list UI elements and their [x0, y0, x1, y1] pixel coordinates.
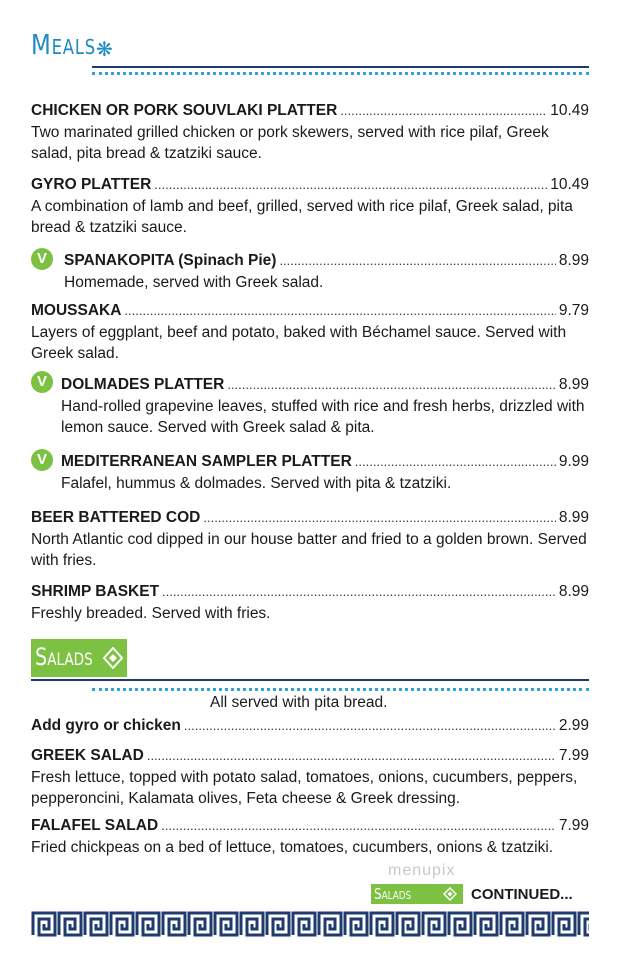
item-name: SHRIMP BASKET	[31, 583, 160, 600]
continued-text: CONTINUED...	[471, 886, 573, 903]
diamond-icon	[443, 887, 457, 901]
item-name: Add gyro or chicken	[31, 717, 181, 734]
item-description: North Atlantic cod dipped in our house batter and fried to a golden brown. Served with fries.	[31, 531, 587, 569]
salads-heading: Salads	[35, 643, 93, 671]
item-price: 9.99	[558, 453, 589, 470]
item-price: 8.99	[558, 252, 589, 269]
item-name: FALAFEL SALAD	[31, 817, 159, 834]
item-price: 7.99	[558, 747, 589, 764]
menu-item	[31, 582, 589, 624]
item-price: 2.99	[558, 717, 589, 734]
vegetarian-badge-icon: V	[31, 449, 53, 471]
menu-item	[64, 251, 589, 293]
item-name: MEDITERRANEAN SAMPLER PLATTER	[61, 453, 352, 470]
meals-dotted-rule	[92, 72, 589, 75]
vegetarian-badge-icon: V	[31, 248, 53, 270]
menu-item	[31, 816, 589, 858]
watermark: menupix	[388, 862, 456, 879]
menu-item	[31, 301, 589, 364]
item-price: 8.99	[558, 509, 589, 526]
item-price: 8.99	[558, 583, 589, 600]
salads-note: All served with pita bread.	[210, 694, 388, 711]
menu-item	[31, 508, 589, 571]
item-description: Fried chickpeas on a bed of lettuce, tomatoes, cucumbers, onions & tzatziki.	[31, 839, 554, 856]
item-price: 10.49	[550, 176, 589, 193]
item-description: Falafel, hummus & dolmades. Served with pita & tzatziki.	[61, 475, 452, 492]
salads-rule	[31, 679, 589, 681]
item-description: Homemade, served with Greek salad.	[64, 274, 324, 291]
meals-rule	[92, 66, 589, 68]
salads-continued-box	[371, 884, 463, 904]
item-description: Layers of eggplant, beef and potato, baked with Béchamel sauce. Served with Greek salad.	[31, 324, 567, 362]
salads-heading-box	[31, 639, 127, 677]
item-description: Fresh lettuce, topped with potato salad, tomatoes, onions, cucumbers, peppers, pepperoncini, Kalamata olives, Feta cheese & Greek dressing.	[31, 769, 578, 807]
item-price: 8.99	[558, 376, 589, 393]
greek-key-border	[31, 911, 589, 937]
salads-dotted-rule	[92, 688, 589, 691]
item-description: Hand-rolled grapevine leaves, stuffed with rice and fresh herbs, drizzled with lemon sauce. Served with Greek salad & pita.	[61, 398, 585, 436]
menu-item	[31, 746, 589, 809]
menu-item	[31, 716, 589, 736]
snowflake-icon: ❋	[96, 39, 113, 61]
menu-item	[61, 375, 589, 438]
item-name: MOUSSAKA	[31, 302, 122, 319]
item-description: Freshly breaded. Served with fries.	[31, 605, 271, 622]
menu-item	[31, 175, 589, 238]
item-name: CHICKEN OR PORK SOUVLAKI PLATTER	[31, 102, 338, 119]
item-price: 10.49	[550, 102, 589, 119]
meals-heading: Meals	[31, 28, 97, 61]
menu-item	[31, 101, 589, 164]
item-name: DOLMADES PLATTER	[61, 376, 225, 393]
diamond-icon	[103, 647, 123, 669]
item-description: Two marinated grilled chicken or pork skewers, served with rice pilaf, Greek salad, pita bread & tzatziki sauce.	[31, 124, 549, 162]
item-name: SPANAKOPITA (Spinach Pie)	[64, 252, 277, 269]
item-name: GYRO PLATTER	[31, 176, 152, 193]
menu-item	[61, 452, 589, 494]
item-name: GREEK SALAD	[31, 747, 144, 764]
vegetarian-badge-icon: V	[31, 371, 53, 393]
item-price: 7.99	[558, 817, 589, 834]
item-description: A combination of lamb and beef, grilled, served with rice pilaf, Greek salad, pita bread & tzatziki sauce.	[31, 198, 573, 236]
item-price: 9.79	[558, 302, 589, 319]
item-name: BEER BATTERED COD	[31, 509, 201, 526]
salads-continued-label: Salads	[374, 885, 412, 903]
